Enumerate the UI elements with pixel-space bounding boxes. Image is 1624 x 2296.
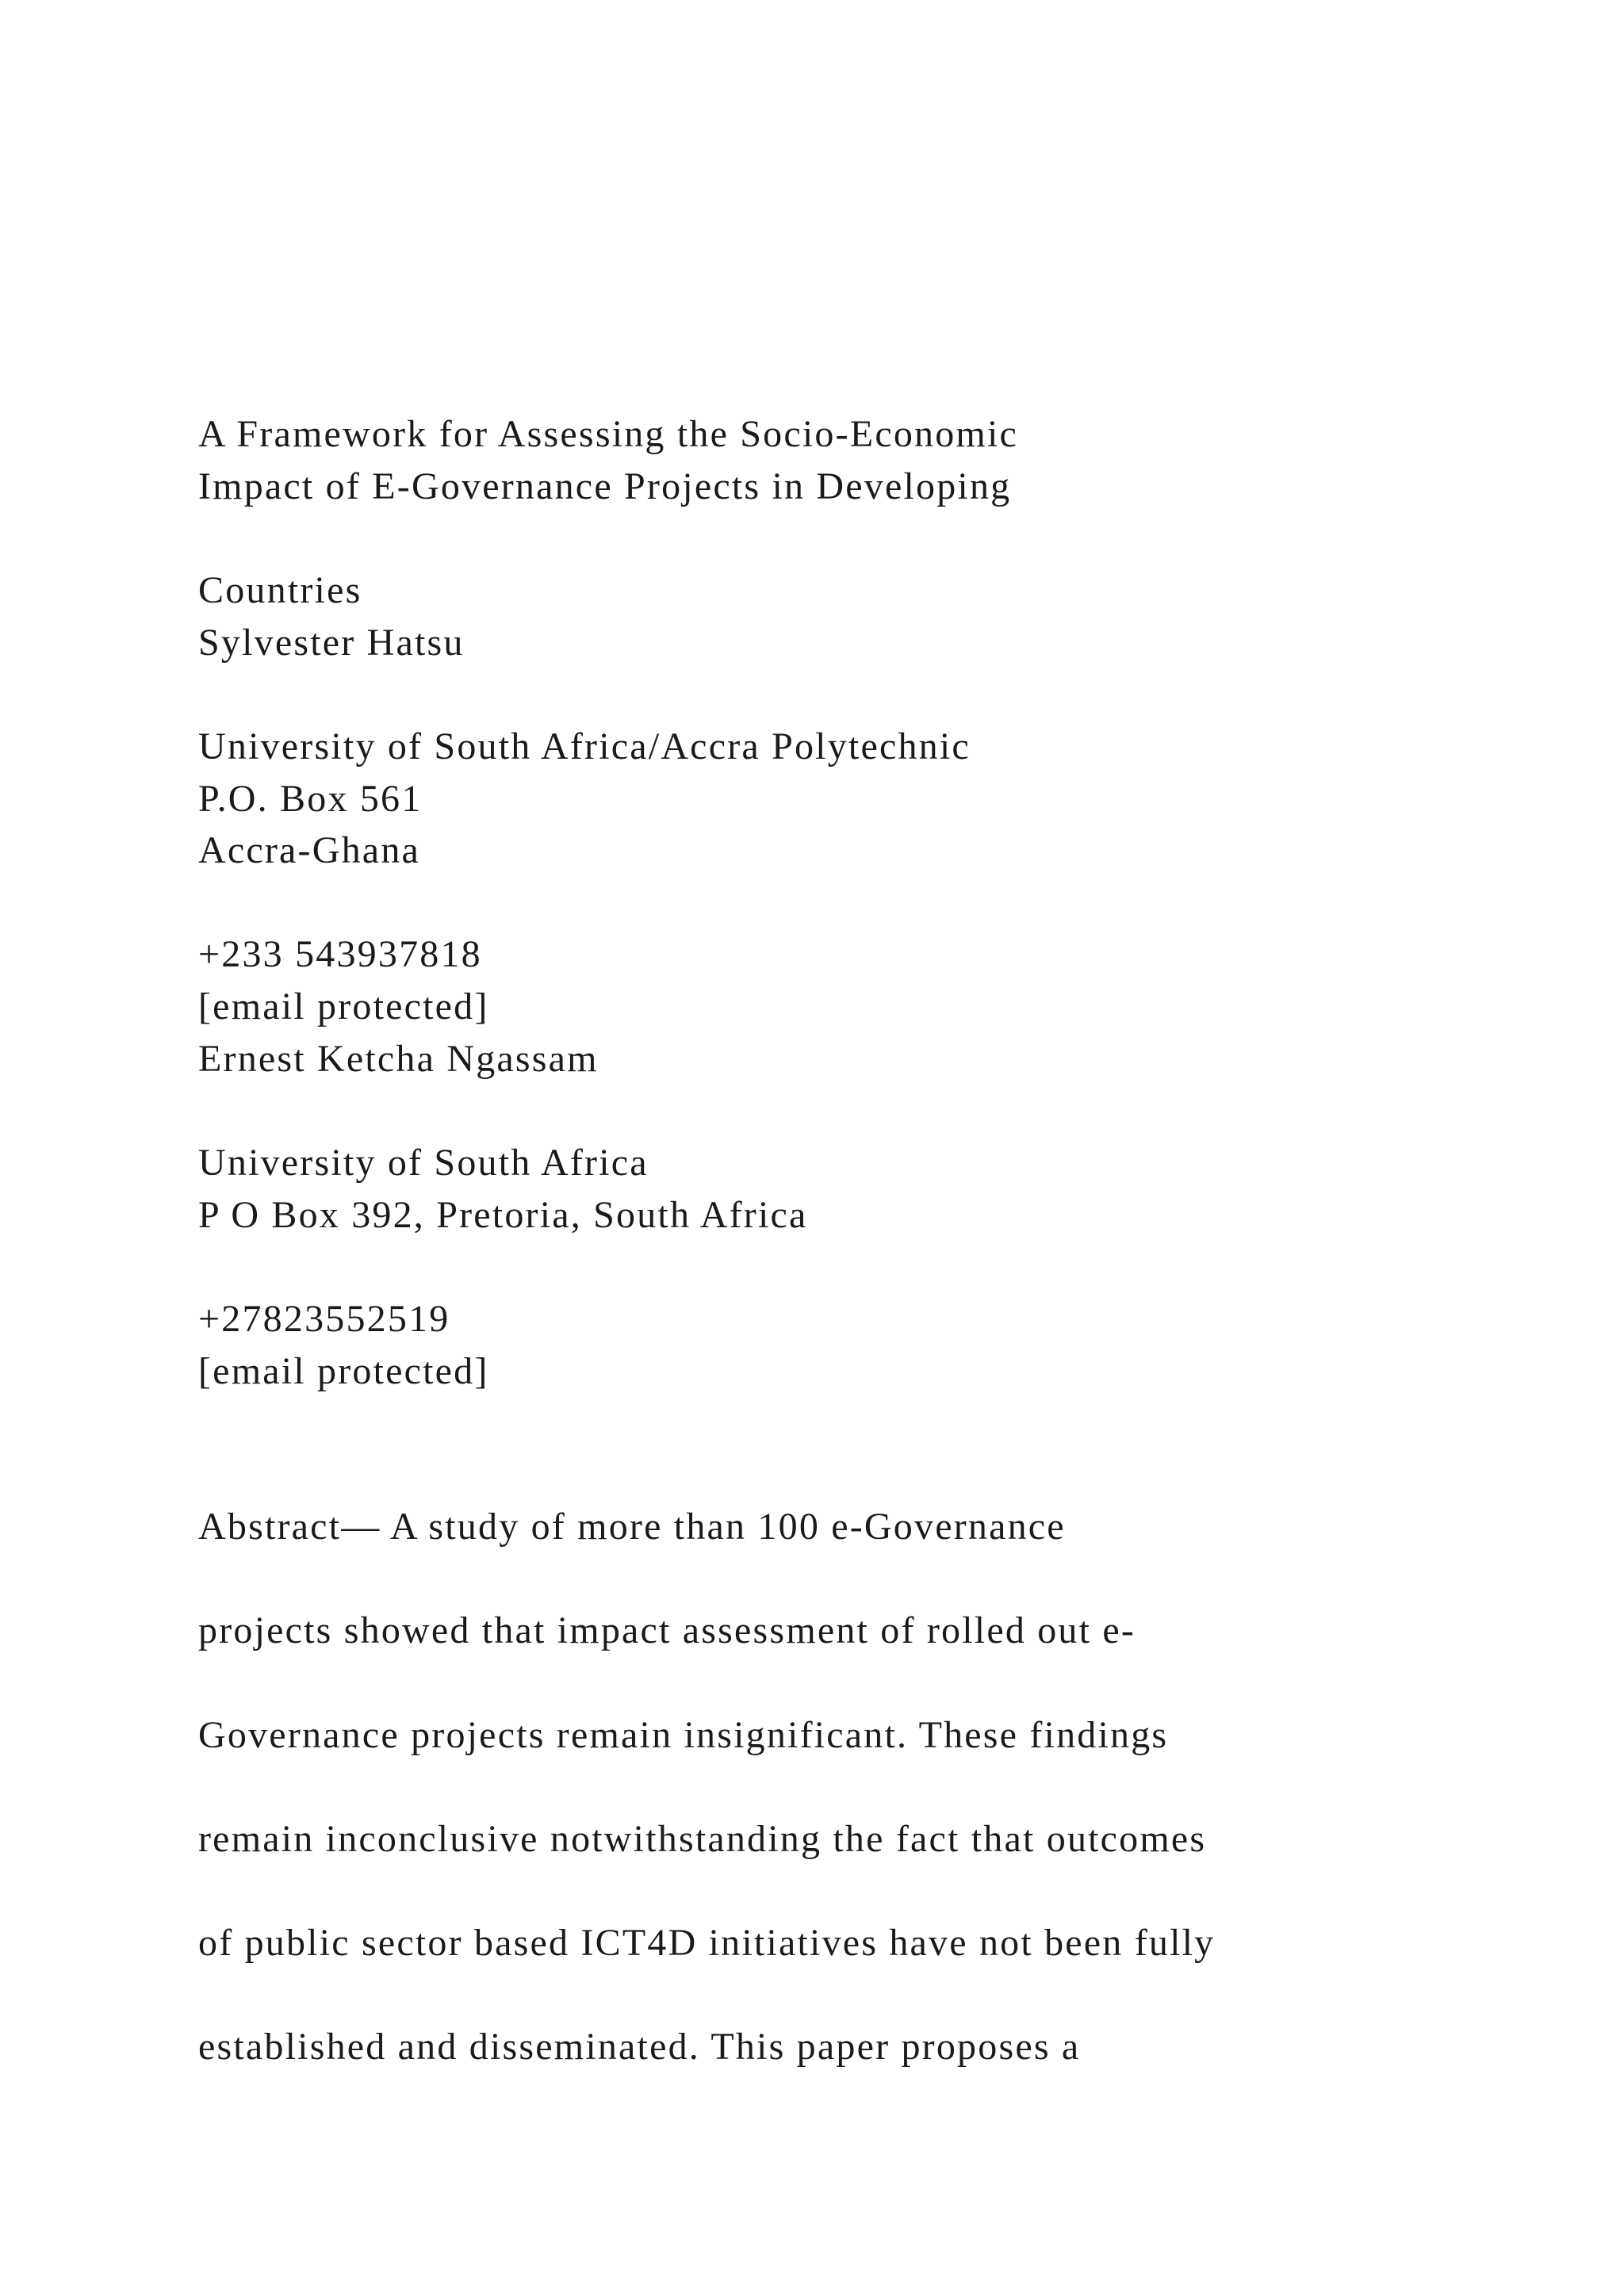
author-1-affiliation: University of South Africa/Accra Polytechnic [198,725,971,767]
author-2-name: Ernest Ketcha Ngassam [198,1038,599,1080]
title-line-2: Impact of E-Governance Projects in Developing [198,465,1012,507]
abstract-line: projects showed that impact assessment of rolled out e- [198,1609,1136,1651]
author-1-address-line: P.O. Box 561 [198,778,423,820]
author-1-name: Sylvester Hatsu [198,622,465,664]
abstract-line: remain inconclusive notwithstanding the fact that outcomes [198,1818,1207,1860]
author-2-phone: +27823552519 [198,1298,450,1340]
abstract-line: Governance projects remain insignificant. These findings [198,1714,1169,1756]
title-line-1: A Framework for Assessing the Socio-Economic [198,413,1018,455]
author-1-email: [email protected] [198,985,489,1027]
abstract-line: of public sector based ICT4D initiatives have not been fully [198,1922,1216,1964]
author-1-phone: +233 543937818 [198,933,482,975]
abstract-line: established and disseminated. This paper proposes a [198,2026,1081,2068]
author-2-affiliation: University of South Africa [198,1142,649,1184]
title-line-3: Countries [198,569,362,611]
author-2-address-line: P O Box 392, Pretoria, South Africa [198,1194,808,1236]
abstract-line: Abstract— A study of more than 100 e-Governance [198,1506,1066,1548]
author-2-email: [email protected] [198,1350,489,1392]
author-1-address-line: Accra-Ghana [198,829,421,871]
